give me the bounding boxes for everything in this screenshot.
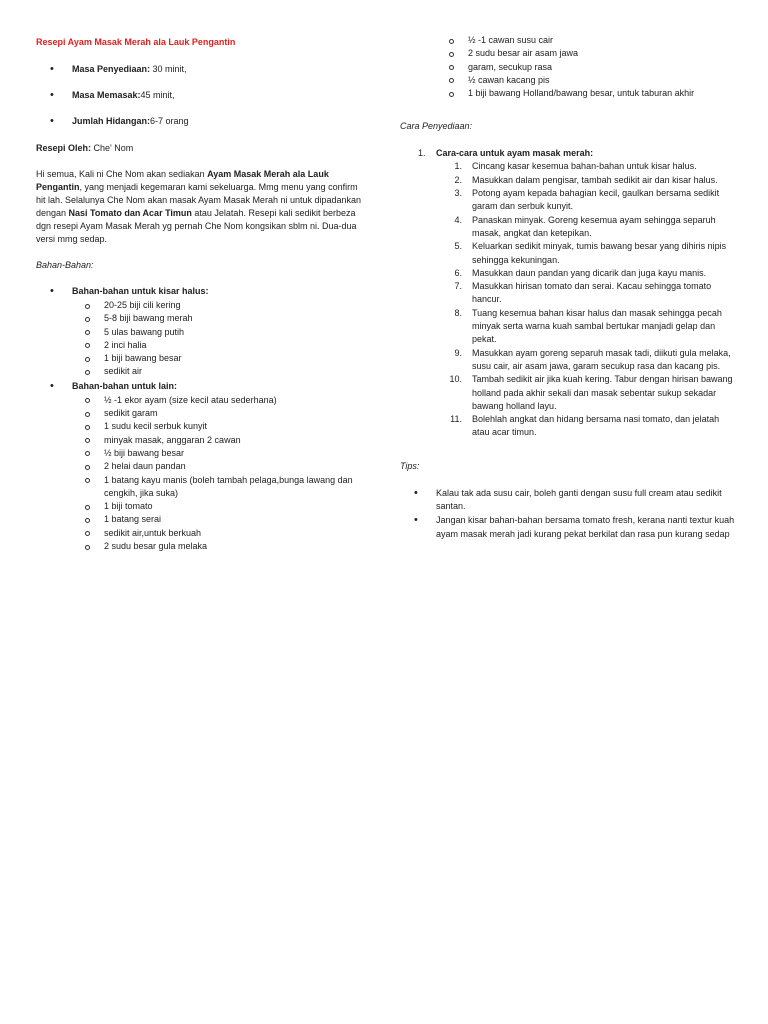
left-column (36, 36, 366, 553)
group-label: Bahan-bahan untuk lain: (72, 380, 178, 391)
ingredients-list (36, 285, 366, 553)
tip-item: • Jangan kisar bahan-bahan bersama tomato fresh, kerana nanti textur kuah ayam masak merah jadi kurang pekat berkilat dan rasa pun kurang sedap (400, 514, 735, 541)
list-item: sedikit air (72, 365, 366, 378)
list-item: minyak masak, anggaran 2 cawan (72, 434, 366, 447)
method-steps (436, 160, 735, 439)
step-text: Masukkan hirisan tomato dan serai. Kacau sehingga tomato hancur. (472, 281, 712, 305)
step-item: 4. Panaskan minyak. Goreng kesemua ayam sehingga separuh masak, angkat dan ketepikan. (454, 214, 716, 238)
recipe-title: Resepi Ayam Masak Merah ala Lauk Pengantin (36, 37, 236, 47)
step-item: 6. Masukkan daun pandan yang dicarik dan juga kayu manis. (454, 267, 707, 278)
method-section (400, 147, 735, 439)
other-items (72, 394, 366, 554)
ingredient-group-blend (36, 285, 366, 379)
step-item: 10. Tambah sedikit air jika kuah kering. Tabur dengan hirisan bawang holland pada akhir sekali dan masak sebentar sukup sekadar bawang holland layu. (449, 374, 733, 411)
meta-servings (36, 115, 366, 128)
list-item: ½ -1 cawan susu cair (436, 34, 735, 47)
tips-list (400, 487, 735, 541)
list-item: 2 inci halia (72, 339, 366, 352)
author-name: Che' Nom (91, 143, 134, 153)
meta-cook-time (36, 89, 366, 102)
tips-heading: Tips: (400, 460, 420, 471)
list-item: 20-25 biji cili kering (72, 299, 366, 312)
step-item: 11. Bolehlah angkat dan hidang bersama nasi tomato, dan jelatah atau acar timun. (450, 414, 720, 438)
list-item: sedikit air,untuk berkuah (72, 527, 366, 540)
step-item: 1. Cincang kasar kesemua bahan-bahan untuk kisar halus. (454, 161, 697, 172)
list-item: 1 biji bawang Holland/bawang besar, untuk taburan akhir (436, 87, 735, 100)
meta-label: Masa Memasak: (72, 90, 141, 100)
step-text: Panaskan minyak. Goreng kesemua ayam sehingga separuh masak, angkat dan ketepikan. (472, 214, 716, 238)
intro-text: atau Jelatah. Resepi kali sedikit berbeza dgn resepi Ayam Masak Merah yg pernah Che Nom kongsikan sblm ni. Dua-dua versi mmg sedap. (36, 208, 357, 244)
other-items-continued (400, 34, 735, 100)
step-text: Masukkan dalam pengisar, tambah sedikit air dan kisar halus. (472, 174, 718, 185)
author-line (36, 142, 366, 155)
intro-bold-dish: Ayam Masak Merah ala Lauk Pengantin (36, 169, 329, 192)
list-item: ½ biji bawang besar (72, 447, 366, 460)
group-label: Bahan-bahan untuk kisar halus: (72, 286, 209, 296)
step-item: 8. Tuang kesemua bahan kisar halus dan masak sehingga pecah minyak serta warna kuah sambal bertukar manjadi gelap dan pekat. (454, 307, 722, 345)
list-item: 1 batang serai (72, 513, 366, 526)
author-label: Resepi Oleh: (36, 143, 92, 153)
intro-paragraph (36, 168, 366, 246)
list-item: 1 biji bawang besar (72, 352, 366, 365)
intro-text: Hi semua, Kali ni Che Nom akan sediakan (36, 169, 208, 179)
right-column (400, 34, 735, 542)
section-label: Cara-cara untuk ayam masak merah: (436, 148, 594, 159)
intro-text: , yang menjadi kegemaran kami sekeluarga. Mmg menu yang confirm hit lah. Selalunya Che Nom akan masak Ayam Masak Merah ni untuk dipadankan dengan (36, 182, 362, 218)
method-heading: Cara Penyediaan: (400, 121, 473, 132)
step-item: 7. Masukkan hirisan tomato dan serai. Kacau sehingga tomato hancur. (454, 281, 712, 305)
list-item: 5 ulas bawang putih (72, 326, 366, 339)
step-text: Tambah sedikit air jika kuah kering. Tabur dengan hirisan bawang holland pada akhir sekali dan masak sebentar sukup sekadar bawang holland layu. (472, 374, 733, 411)
blend-items (72, 299, 366, 379)
step-item: 5. Keluarkan sedikit minyak, tumis bawang besar yang dihiris nipis sehingga kekuningan. (454, 241, 727, 265)
step-text: Masukkan daun pandan yang dicarik dan juga kayu manis. (472, 267, 707, 278)
tip-item: • Kalau tak ada susu cair, boleh ganti dengan susu full cream atau sedikit santan. (400, 487, 735, 514)
intro-bold-side: Nasi Tomato dan Acar Timun (68, 208, 192, 218)
list-item: ½ -1 ekor ayam (size kecil atau sederhana) (72, 394, 366, 407)
list-item: 2 helai daun pandan (72, 460, 366, 473)
meta-value: 45 minit, (140, 90, 175, 100)
list-item: 1 batang kayu manis (boleh tambah pelaga,bunga lawang dan cengkih, jika suka) (72, 474, 366, 501)
meta-value: 6-7 orang (150, 116, 189, 126)
step-text: Bolehlah angkat dan hidang bersama nasi tomato, dan jelatah atau acar timun. (472, 414, 720, 438)
list-item: garam, secukup rasa (436, 61, 735, 74)
step-text: Masukkan ayam goreng separuh masak tadi, diikuti gula melaka, susu cair, air asam jawa, garam secukup rasa dan kacang pis. (472, 347, 731, 371)
meta-label: Jumlah Hidangan: (72, 116, 151, 126)
ingredients-heading: Bahan-Bahan: (36, 260, 94, 270)
section-number: 1. (418, 148, 426, 159)
list-item: 2 sudu besar air asam jawa (436, 47, 735, 60)
step-item: 9. Masukkan ayam goreng separuh masak tadi, diikuti gula melaka, susu cair, air asam jawa, garam secukup rasa dan kacang pis. (454, 347, 731, 371)
list-item: 1 sudu kecil serbuk kunyit (72, 420, 366, 433)
meta-prep-time (36, 63, 366, 76)
step-item: 3. Potong ayam kepada bahagian kecil, gaulkan bersama sedikit garam dan serbuk kunyit. (454, 188, 720, 212)
method-list (400, 147, 735, 439)
step-text: Keluarkan sedikit minyak, tumis bawang besar yang dihiris nipis sehingga kekuningan. (472, 241, 727, 265)
recipe-meta-list (36, 63, 366, 128)
list-item: 2 sudu besar gula melaka (72, 540, 366, 553)
step-item: 2. Masukkan dalam pengisar, tambah sedikit air dan kisar halus. (454, 174, 718, 185)
meta-label: Masa Penyediaan: (72, 64, 151, 74)
list-item: ½ cawan kacang pis (436, 74, 735, 87)
list-item: sedikit garam (72, 407, 366, 420)
step-text: Cincang kasar kesemua bahan-bahan untuk kisar halus. (472, 161, 697, 172)
meta-value: 30 minit, (150, 64, 187, 74)
ingredient-group-other (36, 380, 366, 554)
step-text: Tuang kesemua bahan kisar halus dan masak sehingga pecah minyak serta warna kuah sambal bertukar manjadi gelap dan pekat. (472, 307, 722, 345)
step-text: Potong ayam kepada bahagian kecil, gaulkan bersama sedikit garam dan serbuk kunyit. (472, 188, 720, 212)
list-item: 5-8 biji bawang merah (72, 312, 366, 325)
list-item: 1 biji tomato (72, 500, 366, 513)
